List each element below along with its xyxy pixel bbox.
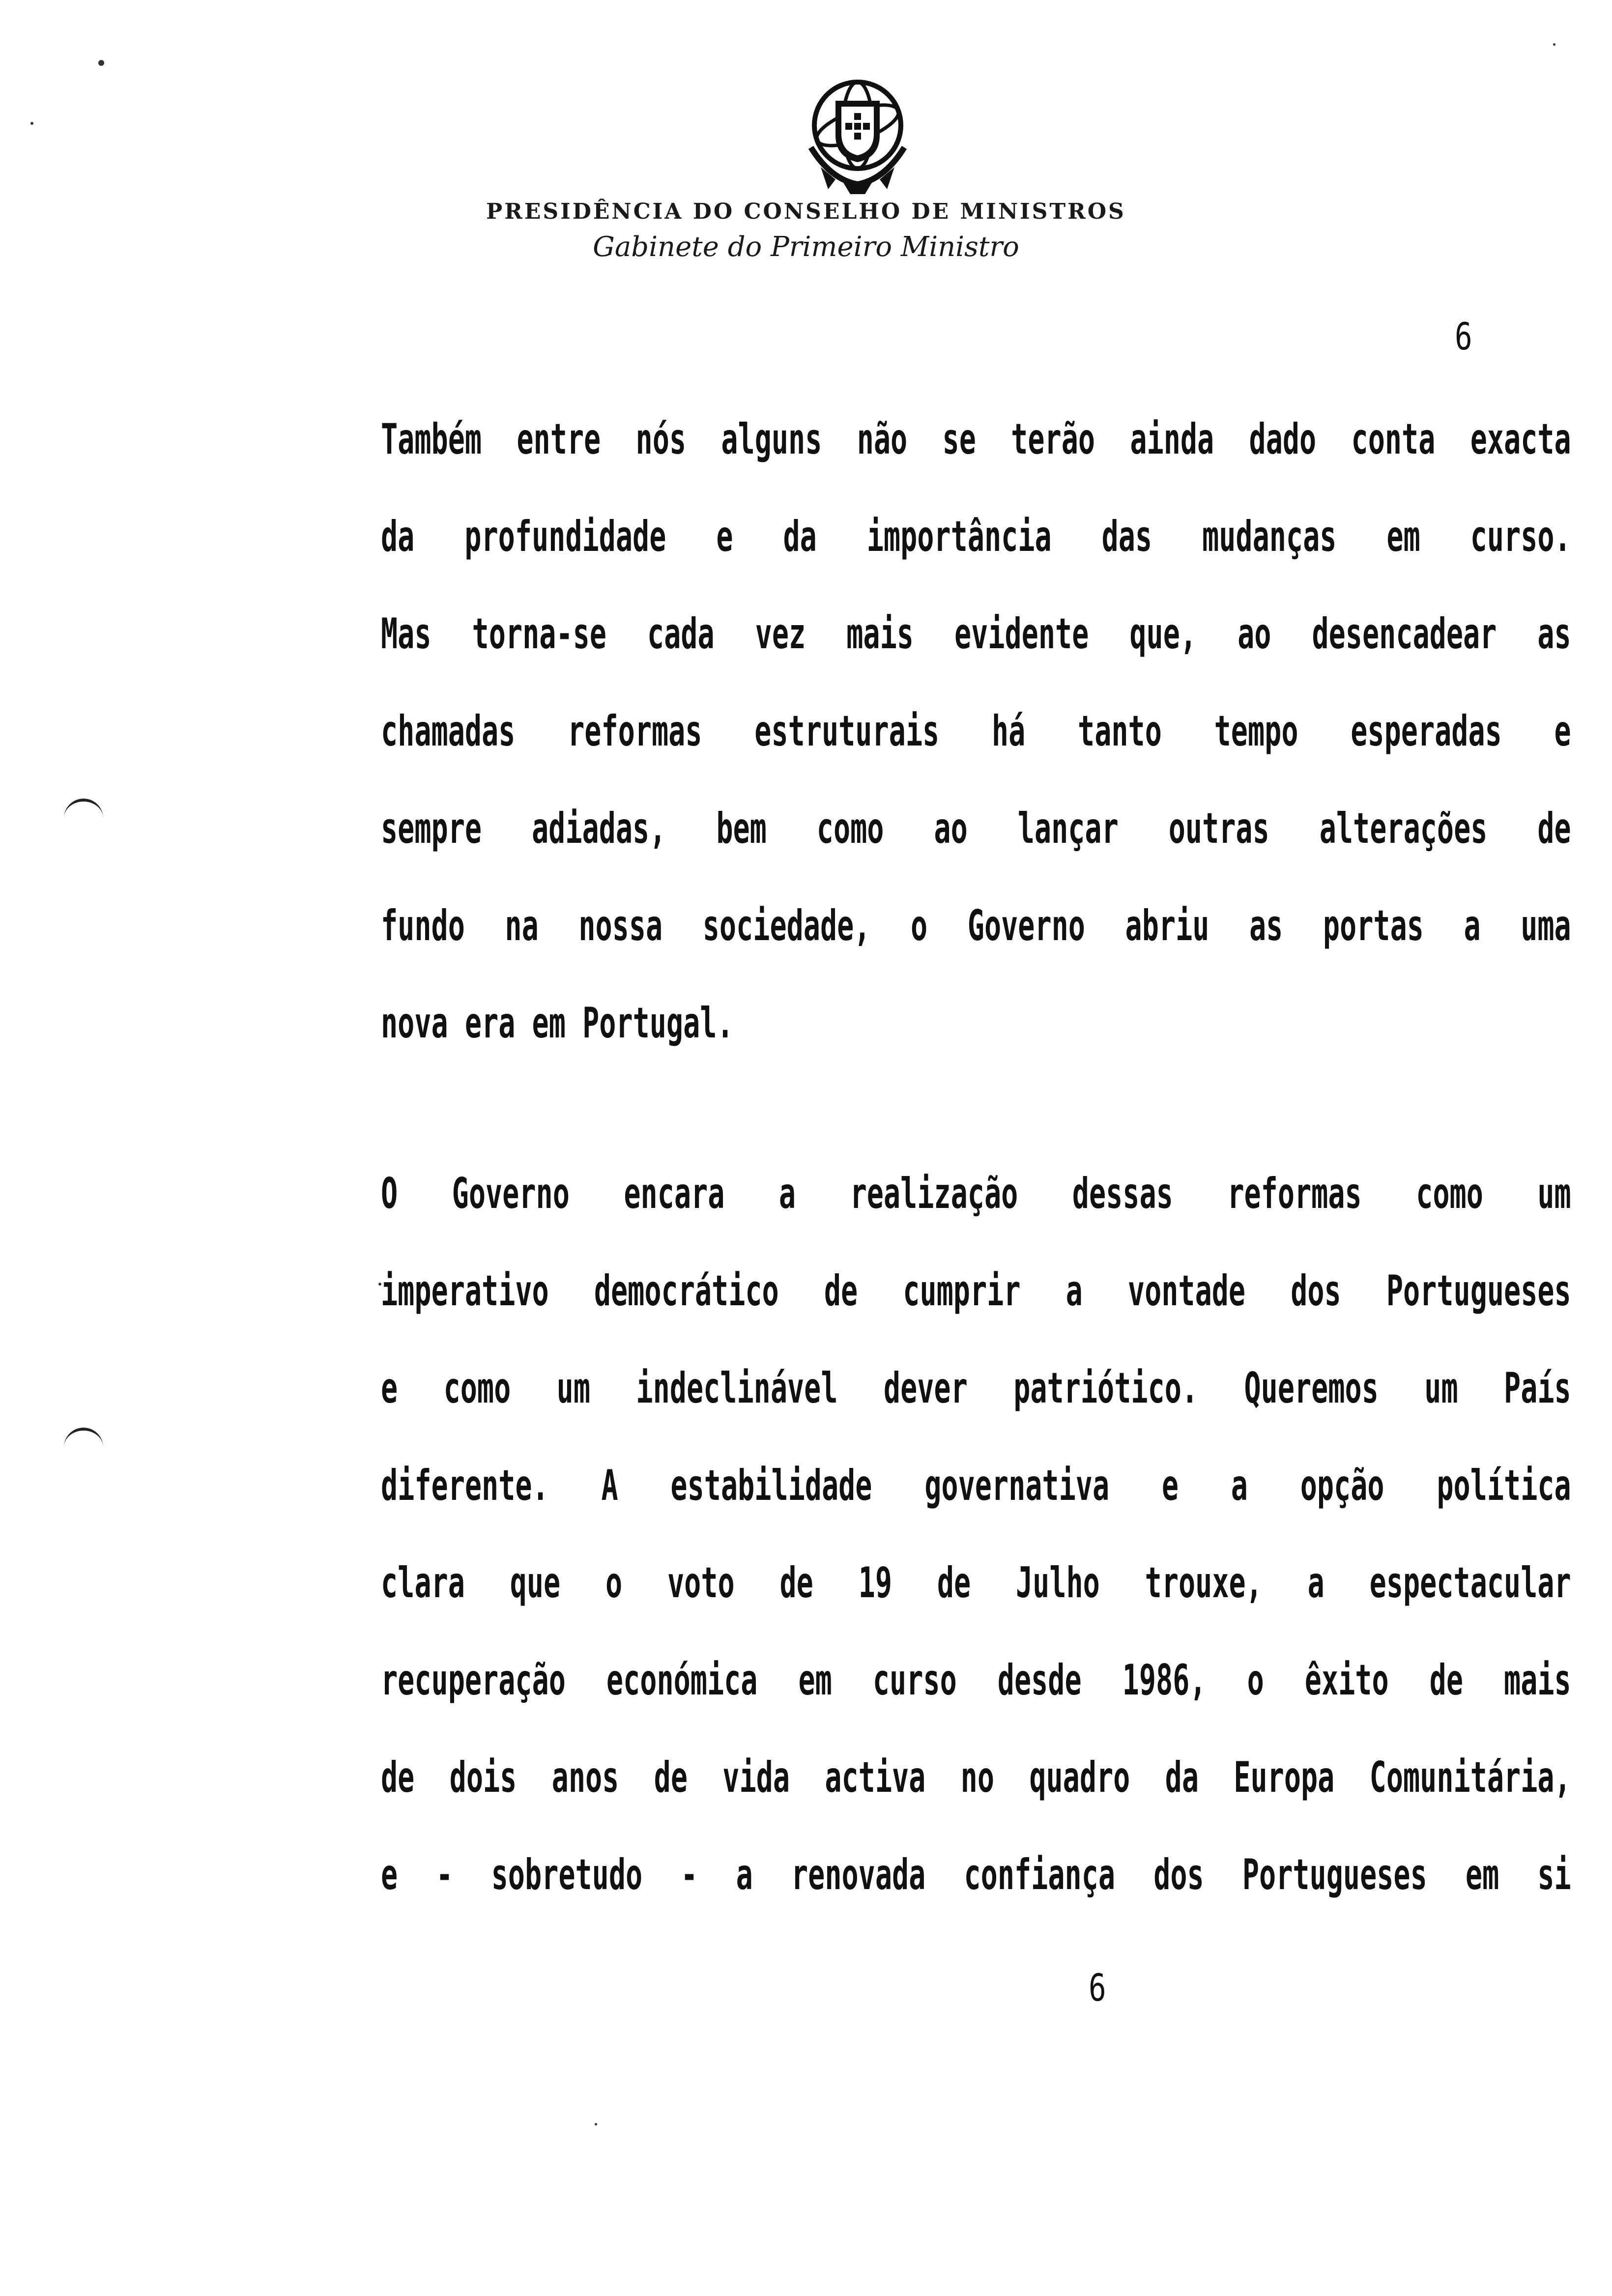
text-line: clara que o voto de 19 de Julho trouxe, a espectacular	[381, 1558, 1571, 1607]
text-line: e como um indeclinável dever patriótico. Queremos um País	[381, 1364, 1571, 1413]
text-line: recuperação económica em curso desde 1986, o êxito de mais	[381, 1656, 1571, 1705]
scan-speck	[30, 122, 33, 125]
hole-punch-mark	[64, 799, 103, 821]
paragraph-1	[381, 391, 1575, 1072]
page-number-bottom: 6	[1089, 1966, 1106, 2009]
paragraph-2	[381, 1145, 1575, 1923]
coat-of-arms-emblem	[801, 74, 914, 197]
page-number-top: 6	[1455, 315, 1472, 358]
text-line: chamadas reformas estruturais há tanto tempo esperadas e	[381, 707, 1571, 756]
scan-speck	[98, 60, 104, 66]
text-line: Mas torna-se cada vez mais evidente que, ao desencadear as	[381, 609, 1571, 659]
scan-speck	[1553, 43, 1555, 46]
header-subtitle: Gabinete do Primeiro Ministro	[593, 231, 1019, 263]
text-line: e - sobretudo - a renovada confiança dos Portugueses em si	[381, 1850, 1571, 1899]
text-line: diferente. A estabilidade governativa e a opção política	[381, 1461, 1571, 1510]
text-line: Também entre nós alguns não se terão ainda dado conta exacta	[381, 415, 1571, 464]
hole-punch-mark	[64, 1428, 103, 1450]
text-line: nova era em Portugal.	[381, 999, 734, 1048]
text-line: O Governo encara a realização dessas reformas como um	[381, 1169, 1571, 1218]
text-line: da profundidade e da importância das mudanças em curso.	[381, 512, 1571, 561]
scan-speck	[595, 2123, 597, 2125]
text-line: de dois anos de vida activa no quadro da Europa Comunitária,	[381, 1753, 1571, 1802]
text-line: imperativo democrático de cumprir a vontade dos Portugueses	[381, 1266, 1571, 1316]
text-line: fundo na nossa sociedade, o Governo abriu as portas a uma	[381, 901, 1571, 950]
text-line: sempre adiadas, bem como ao lançar outras alterações de	[381, 804, 1571, 853]
header-title: PRESIDÊNCIA DO CONSELHO DE MINISTROS	[486, 199, 1126, 224]
